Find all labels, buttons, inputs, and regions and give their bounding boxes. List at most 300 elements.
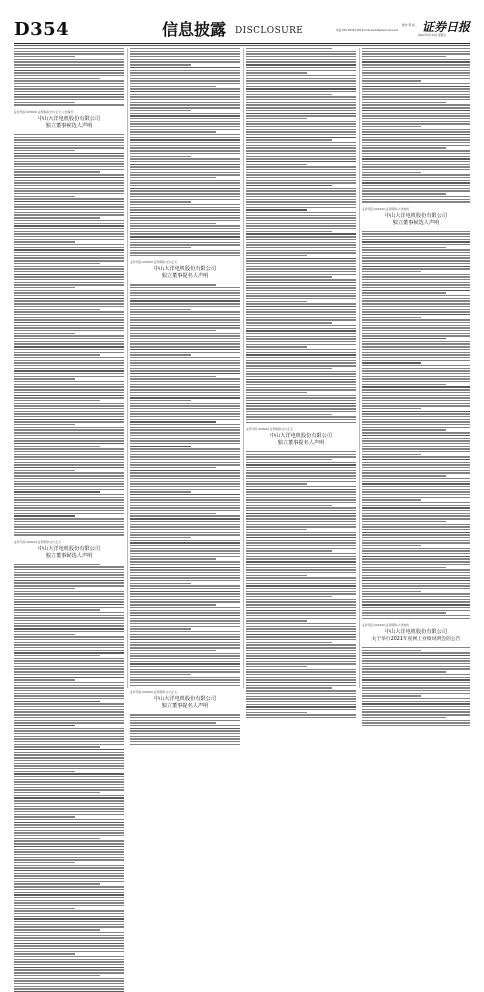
body-text-line <box>362 376 470 377</box>
newspaper-logo: 证券日报 <box>422 20 471 34</box>
body-text-line <box>14 53 124 54</box>
body-text-line <box>362 564 470 565</box>
body-text-line <box>246 626 356 627</box>
body-text-line <box>362 134 470 135</box>
body-text-line <box>14 781 124 782</box>
body-text-line <box>246 698 356 699</box>
body-text-line <box>362 86 470 87</box>
body-text-line <box>246 56 356 57</box>
body-text-line <box>130 59 240 60</box>
body-text-line <box>246 451 356 452</box>
body-text-line <box>14 317 124 318</box>
body-text-line <box>130 319 240 320</box>
body-text-line <box>246 411 356 412</box>
editor-credit: 制作 郭 斌 <box>402 23 415 27</box>
body-text-line <box>130 134 240 135</box>
body-text-line <box>362 518 470 519</box>
body-text-line <box>130 411 240 412</box>
body-text-line <box>14 346 124 347</box>
body-text-line <box>362 443 470 444</box>
body-text-line <box>14 147 124 148</box>
body-text-line <box>14 663 124 664</box>
body-text-line <box>246 655 356 656</box>
body-text-line <box>14 521 124 522</box>
body-text-line <box>14 951 124 952</box>
body-text-line <box>246 220 356 221</box>
body-text-line <box>130 548 240 549</box>
body-text-line <box>130 470 240 471</box>
body-text-line <box>246 561 356 562</box>
body-text-line <box>14 470 75 471</box>
body-text-line <box>14 881 124 882</box>
body-text-line <box>14 373 124 374</box>
body-text-line <box>246 623 356 624</box>
body-text-line <box>130 88 240 89</box>
body-text-line <box>130 174 240 175</box>
body-text-line <box>246 236 356 237</box>
body-text-line <box>14 505 124 506</box>
body-text-line <box>14 515 75 516</box>
body-text-line <box>362 411 470 412</box>
body-text-line <box>14 142 124 143</box>
body-text-line <box>362 668 470 669</box>
body-text-line <box>246 502 356 503</box>
column-3 <box>246 48 356 688</box>
body-text-line <box>246 610 356 611</box>
body-text-line <box>14 604 124 605</box>
body-text-line <box>362 421 470 422</box>
body-text-line <box>246 373 356 374</box>
body-text-line <box>362 357 470 358</box>
body-text-line <box>130 177 216 178</box>
body-text-line <box>246 601 356 602</box>
body-text-line <box>130 322 240 323</box>
body-text-line <box>362 158 470 159</box>
body-text-line <box>362 475 446 476</box>
body-text-line <box>14 80 124 81</box>
body-text-line <box>362 303 470 304</box>
body-text-line <box>130 357 240 358</box>
body-text-line <box>362 182 470 183</box>
body-text-line <box>14 894 124 895</box>
body-text-line <box>246 72 307 73</box>
body-text-line <box>362 456 470 457</box>
body-text-line <box>14 182 124 183</box>
body-text-line <box>362 507 470 508</box>
body-text-line <box>130 156 191 157</box>
body-text-line <box>362 118 470 119</box>
body-text-line <box>14 507 124 508</box>
body-text-line <box>362 526 470 527</box>
body-text-line <box>14 961 124 962</box>
body-text-line <box>130 207 240 208</box>
body-text-line <box>130 518 240 519</box>
body-text-line <box>130 725 240 726</box>
body-text-line <box>130 644 240 645</box>
body-text-line <box>130 524 240 525</box>
body-text-line <box>246 83 356 84</box>
body-text-line <box>130 346 240 347</box>
body-text-line <box>246 524 356 525</box>
notice-stock-code: 证券代码:003029 证券简称:吉大正元 <box>246 426 294 431</box>
body-text-line <box>14 725 75 726</box>
body-text-line <box>14 612 124 613</box>
body-text-line <box>14 338 124 339</box>
body-text-line <box>246 96 356 97</box>
body-text-line <box>130 631 240 632</box>
body-text-line <box>246 685 356 686</box>
body-text-line <box>14 749 124 750</box>
body-text-line <box>130 330 216 331</box>
body-text-line <box>246 51 356 52</box>
body-text-line <box>246 276 332 277</box>
body-text-line <box>362 131 470 132</box>
body-text-line <box>246 521 356 522</box>
body-text-line <box>14 274 124 275</box>
body-text-line <box>362 59 470 60</box>
body-text-line <box>14 733 124 734</box>
body-text-line <box>362 319 470 320</box>
body-text-line <box>130 164 240 165</box>
body-text-line <box>362 478 470 479</box>
body-text-line <box>130 663 240 664</box>
body-text-line <box>362 129 470 130</box>
body-text-line <box>14 233 124 234</box>
body-text-line <box>246 658 356 659</box>
body-text-line <box>362 392 470 393</box>
body-text-line <box>14 416 124 417</box>
body-text-line <box>362 698 470 699</box>
body-text-line <box>130 604 216 605</box>
notice-title: 独立董事候选人声明 <box>45 122 93 129</box>
body-text-line <box>362 714 470 715</box>
body-text-line <box>130 513 216 514</box>
body-text-line <box>362 467 470 468</box>
body-text-line <box>130 655 240 656</box>
body-text-line <box>130 419 240 420</box>
body-text-line <box>14 937 124 938</box>
body-text-line <box>14 263 100 264</box>
body-text-line <box>362 102 446 103</box>
body-text-line <box>130 370 240 371</box>
notice-title: 独立董事候选人声明 <box>45 552 93 559</box>
masthead <box>14 20 470 42</box>
body-text-line <box>246 472 356 473</box>
body-text-line <box>130 642 240 643</box>
body-text-line <box>130 456 240 457</box>
body-text-line <box>362 279 470 280</box>
body-text-line <box>130 534 240 535</box>
body-text-line <box>362 145 470 146</box>
body-text-line <box>246 258 356 259</box>
body-text-line <box>130 585 240 586</box>
body-text-line <box>246 483 307 484</box>
body-text-line <box>362 373 470 374</box>
body-text-line <box>362 360 470 361</box>
body-text-line <box>14 577 124 578</box>
body-text-line <box>14 736 124 737</box>
body-text-line <box>246 379 356 380</box>
body-text-line <box>246 709 356 710</box>
body-text-line <box>14 252 124 253</box>
body-text-line <box>246 636 356 637</box>
body-text-line <box>130 188 240 189</box>
body-text-line <box>130 352 240 353</box>
body-text-line <box>130 252 240 253</box>
body-text-line <box>130 107 240 108</box>
body-text-line <box>362 386 470 387</box>
body-text-line <box>246 631 356 632</box>
body-text-line <box>14 886 124 887</box>
body-text-line <box>130 53 240 54</box>
body-text-line <box>130 236 240 237</box>
body-text-line <box>14 883 100 884</box>
body-text-line <box>362 276 470 277</box>
body-text-line <box>14 464 124 465</box>
body-text-line <box>130 558 216 559</box>
body-text-line <box>130 250 240 251</box>
body-text-line <box>246 481 356 482</box>
page-number: D354 <box>14 19 70 40</box>
notice-stock-code: 证券代码:003029 证券简称:吉大正元 <box>14 539 62 544</box>
body-text-line <box>14 935 124 936</box>
notice-company-name: 中山大洋电机股份有限公司 <box>384 212 448 219</box>
body-text-line <box>14 698 124 699</box>
body-text-line <box>362 660 470 661</box>
body-text-line <box>14 867 124 868</box>
body-text-line <box>14 438 124 439</box>
body-text-line <box>362 424 470 425</box>
body-text-line <box>362 177 470 178</box>
body-text-line <box>130 408 240 409</box>
body-text-line <box>14 276 124 277</box>
body-text-line <box>14 693 124 694</box>
body-text-line <box>246 376 356 377</box>
body-text-line <box>130 317 240 318</box>
body-text-line <box>14 677 124 678</box>
body-text-line <box>14 617 124 618</box>
body-text-line <box>246 577 356 578</box>
body-text-line <box>14 163 124 164</box>
body-text-line <box>130 494 240 495</box>
body-text-line <box>362 330 470 331</box>
body-text-line <box>14 282 124 283</box>
body-text-line <box>362 257 470 258</box>
body-text-line <box>246 666 307 667</box>
body-text-line <box>246 207 356 208</box>
body-text-line <box>130 532 240 533</box>
body-text-line <box>14 806 124 807</box>
body-text-line <box>14 580 124 581</box>
body-text-line <box>130 499 240 500</box>
body-text-line <box>14 134 124 135</box>
body-text-line <box>246 341 356 342</box>
body-text-line <box>14 945 124 946</box>
body-text-line <box>130 515 240 516</box>
body-text-line <box>362 693 470 694</box>
body-text-line <box>130 91 240 92</box>
body-text-line <box>130 147 240 148</box>
body-text-line <box>362 300 470 301</box>
body-text-line <box>14 857 124 858</box>
body-text-line <box>362 682 470 683</box>
body-text-line <box>130 161 240 162</box>
body-text-line <box>246 615 356 616</box>
body-text-line <box>130 287 240 288</box>
body-text-line <box>246 145 356 146</box>
body-text-line <box>14 916 124 917</box>
body-text-line <box>130 99 240 100</box>
body-text-line <box>14 634 75 635</box>
body-text-line <box>246 282 356 283</box>
body-text-line <box>362 481 470 482</box>
body-text-line <box>246 317 356 318</box>
body-text-line <box>14 214 124 215</box>
body-text-line <box>14 948 124 949</box>
body-text-line <box>130 373 240 374</box>
body-text-line <box>246 693 356 694</box>
body-text-line <box>362 647 470 648</box>
body-text-line <box>130 231 240 232</box>
body-text-line <box>130 244 240 245</box>
body-text-line <box>14 497 124 498</box>
body-text-line <box>14 674 124 675</box>
body-text-line <box>130 311 240 312</box>
notice-stock-code: 证券代码:003029 证券简称:吉大正元 <box>130 260 178 265</box>
body-text-line <box>14 429 124 430</box>
body-text-line <box>14 518 124 519</box>
body-text-line <box>246 475 356 476</box>
body-text-line <box>246 489 356 490</box>
body-text-line <box>362 311 470 312</box>
body-text-line <box>246 515 356 516</box>
body-text-line <box>246 352 356 353</box>
body-text-line <box>130 225 240 226</box>
body-text-line <box>362 83 470 84</box>
body-text-line <box>130 736 240 737</box>
body-text-line <box>246 612 356 613</box>
body-text-line <box>14 153 124 154</box>
body-text-line <box>362 247 446 248</box>
body-text-line <box>246 293 356 294</box>
body-text-line <box>130 451 240 452</box>
body-text-line <box>14 752 124 753</box>
body-text-line <box>130 365 240 366</box>
body-text-line <box>246 139 332 140</box>
notice-heading <box>246 427 356 447</box>
body-text-line <box>362 677 470 678</box>
body-text-line <box>362 604 470 605</box>
body-text-line <box>362 408 421 409</box>
body-text-line <box>362 51 470 52</box>
body-text-line <box>14 405 124 406</box>
body-text-line <box>14 360 124 361</box>
body-text-line <box>130 720 240 721</box>
body-text-line <box>14 660 124 661</box>
body-text-line <box>14 988 124 989</box>
body-text-line <box>130 416 240 417</box>
body-text-line <box>130 674 191 675</box>
body-text-line <box>246 80 356 81</box>
body-text-line <box>246 78 356 79</box>
body-text-line <box>14 223 124 224</box>
body-text-line <box>14 690 124 691</box>
body-text-line <box>14 593 124 594</box>
body-text-line <box>14 687 124 688</box>
body-text-line <box>362 572 470 573</box>
body-text-line <box>14 932 124 933</box>
body-text-line <box>14 231 124 232</box>
body-text-line <box>246 223 356 224</box>
body-text-line <box>130 360 240 361</box>
body-text-line <box>14 335 124 336</box>
body-text-line <box>246 572 356 573</box>
body-text-line <box>246 349 356 350</box>
body-text-line <box>130 577 240 578</box>
body-text-line <box>14 609 100 610</box>
body-text-line <box>130 650 216 651</box>
body-text-line <box>130 427 240 428</box>
body-text-line <box>14 532 124 533</box>
body-text-line <box>246 650 356 651</box>
body-text-line <box>362 137 470 138</box>
body-text-line <box>246 717 356 718</box>
body-text-line <box>14 411 124 412</box>
body-text-line <box>246 639 356 640</box>
body-text-line <box>246 569 356 570</box>
body-text-line <box>362 607 470 608</box>
body-text-line <box>130 610 240 611</box>
body-text-line <box>362 196 470 197</box>
body-text-line <box>130 483 240 484</box>
body-text-line <box>246 161 356 162</box>
body-text-line <box>246 164 307 165</box>
body-text-line <box>130 362 240 363</box>
body-text-line <box>362 104 470 105</box>
body-text-line <box>362 695 421 696</box>
body-text-line <box>246 628 356 629</box>
body-text-line <box>14 400 100 401</box>
body-text-line <box>130 435 240 436</box>
body-text-line <box>130 126 240 127</box>
body-text-line <box>130 733 240 734</box>
body-text-line <box>14 491 100 492</box>
notice-heading <box>14 110 124 130</box>
body-text-line <box>130 623 240 624</box>
body-text-line <box>14 70 124 71</box>
body-text-line <box>246 158 356 159</box>
body-text-line <box>14 870 124 871</box>
body-text-line <box>14 940 124 941</box>
body-text-line <box>246 217 356 218</box>
body-text-line <box>362 432 470 433</box>
body-text-line <box>362 513 470 514</box>
body-text-line <box>246 290 356 291</box>
column-2 <box>130 48 240 710</box>
body-text-line <box>362 309 470 310</box>
body-text-line <box>362 505 470 506</box>
body-text-line <box>362 378 470 379</box>
body-text-line <box>14 679 75 680</box>
body-text-line <box>130 193 240 194</box>
body-text-line <box>362 722 470 723</box>
body-text-line <box>14 797 124 798</box>
body-text-line <box>14 354 100 355</box>
body-text-line <box>14 284 124 285</box>
body-text-line <box>362 53 470 54</box>
body-text-line <box>246 540 356 541</box>
body-text-line <box>14 314 124 315</box>
